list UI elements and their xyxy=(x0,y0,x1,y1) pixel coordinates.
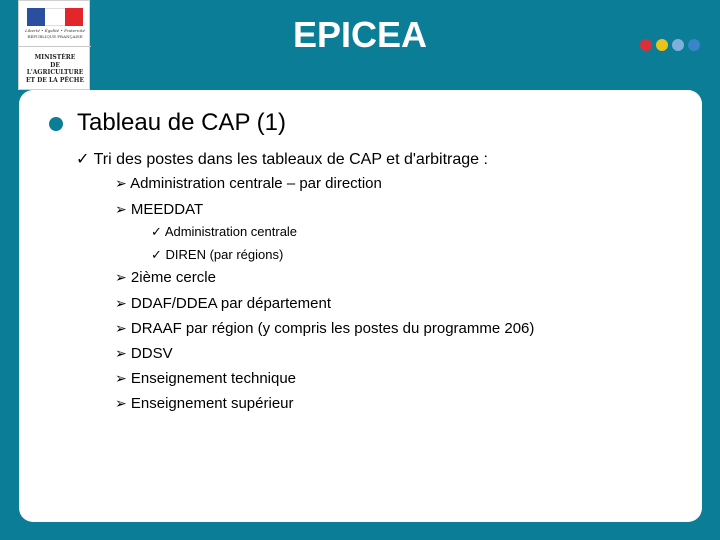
list-item: ➢ DDAF/DDEA par département xyxy=(115,295,331,312)
subheading-line xyxy=(76,149,488,169)
arrow-bullet-icon: ➢ xyxy=(115,371,127,387)
list-item: ➢ Enseignement technique xyxy=(115,370,297,387)
arrow-bullet-icon: ➢ xyxy=(115,346,127,362)
section-heading: Tableau de CAP (1) xyxy=(77,109,287,136)
ministry-name: MINISTÈRE DE L'AGRICULTURE ET DE LA PÊCHE xyxy=(25,54,85,84)
list-item: ➢ Enseignement supérieur xyxy=(115,395,294,412)
arrow-bullet-icon: ➢ xyxy=(115,296,127,312)
checkmark-icon: ✓ xyxy=(151,225,162,240)
yellow-dot-icon xyxy=(656,39,668,51)
arrow-bullet-icon: ➢ xyxy=(115,202,127,218)
list-item: ➢ MEEDDAT xyxy=(115,201,204,218)
red-dot-icon xyxy=(640,39,652,51)
list-item: ➢ Administration centrale – par direction xyxy=(115,175,382,192)
checkmark-icon: ✓ xyxy=(151,248,162,263)
list-item: ➢ DDSV xyxy=(115,345,173,362)
sub-list-item: ✓ DIREN (par régions) xyxy=(151,247,284,263)
republic-name: RÉPUBLIQUE FRANÇAISE xyxy=(27,34,83,39)
slide-title: EPICEA xyxy=(292,14,428,55)
sub-list-item: ✓ Administration centrale xyxy=(151,224,298,240)
arrow-bullet-icon: ➢ xyxy=(115,176,127,192)
arrow-bullet-icon: ➢ xyxy=(115,321,127,337)
light-blue-dot-icon xyxy=(672,39,684,51)
republic-motto: Liberté • Égalité • Fraternité xyxy=(25,28,85,33)
arrow-bullet-icon: ➢ xyxy=(115,270,127,286)
blue-dot-icon xyxy=(688,39,700,51)
list-item: ➢ DRAAF par région (y compris les postes du programme 206) xyxy=(115,320,535,337)
checkmark-icon: ✓ xyxy=(76,149,90,168)
subheading: Tri des postes dans les tableaux de CAP et d'arbitrage : xyxy=(93,151,488,168)
arrow-bullet-icon: ➢ xyxy=(115,396,127,412)
list-item: ➢ 2ième cercle xyxy=(115,269,216,286)
slide-content-panel xyxy=(19,90,702,522)
round-bullet-icon xyxy=(49,117,63,131)
